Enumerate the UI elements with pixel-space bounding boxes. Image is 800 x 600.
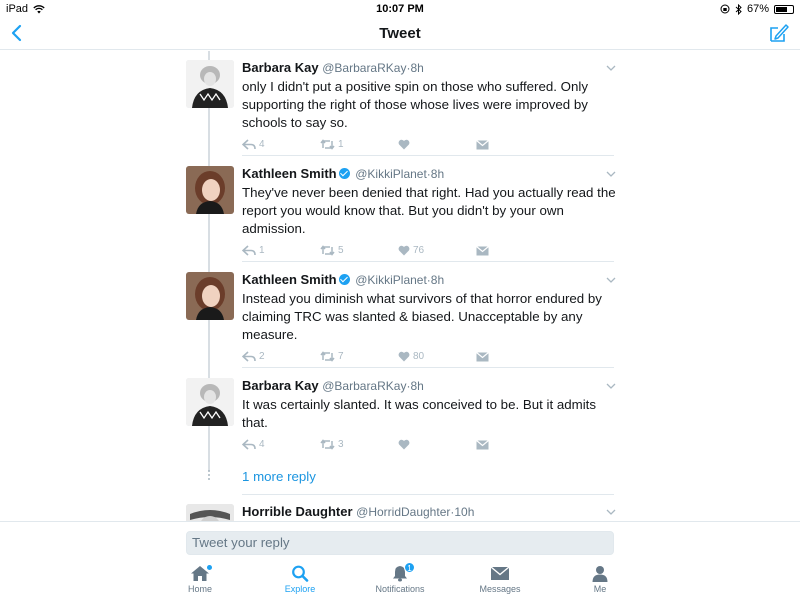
heart-icon — [398, 139, 410, 150]
retweet-icon — [320, 139, 335, 150]
battery-icon — [774, 5, 794, 14]
tweet-time: 10h — [454, 505, 475, 519]
retweet-count: 1 — [338, 139, 344, 150]
reply-bar — [0, 521, 800, 561]
tab-bar — [0, 561, 800, 600]
retweet-button[interactable] — [320, 439, 398, 450]
tab-label: Home — [187, 584, 212, 594]
retweet-count: 7 — [338, 351, 344, 362]
reply-count: 4 — [259, 439, 265, 450]
like-button[interactable] — [398, 351, 476, 362]
author-handle[interactable]: @HorridDaughter — [356, 505, 451, 519]
tab-messages[interactable] — [460, 565, 540, 594]
envelope-icon — [476, 440, 489, 450]
reply-button[interactable] — [242, 245, 320, 256]
retweet-icon — [320, 245, 335, 256]
tab-label: Notifications — [375, 584, 425, 594]
tweet-item[interactable] — [186, 60, 616, 160]
tweet-time: 8h — [430, 273, 445, 287]
clock: 10:07 PM — [376, 3, 424, 15]
tweet-body — [242, 60, 616, 150]
like-button[interactable] — [398, 439, 476, 450]
retweet-button[interactable] — [320, 245, 398, 256]
tab-icon-wrap — [360, 565, 440, 582]
tweet-body — [242, 378, 616, 450]
retweet-icon — [320, 351, 335, 362]
tweet-text: Instead you diminish what survivors of that horror endured by claiming TRC was slanted & biased. Unacceptable by any measure. — [242, 291, 602, 342]
tweet-body — [242, 272, 616, 362]
tweet-thread — [0, 51, 800, 521]
reply-button[interactable] — [242, 351, 320, 362]
tab-icon-wrap — [160, 565, 240, 582]
retweet-button[interactable] — [320, 351, 398, 362]
tweet-header — [242, 166, 616, 182]
direct-message-button[interactable] — [476, 439, 554, 450]
battery-fill — [776, 7, 787, 12]
tweet-text: only I didn't put a positive spin on those who suffered. Only supporting the right of those whose lives were improved by schools to say so. — [242, 79, 589, 130]
tweet-actions — [242, 351, 554, 362]
retweet-icon — [320, 439, 335, 450]
tweet-time: 8h — [410, 61, 424, 75]
more-replies-link[interactable]: 1 more reply — [242, 469, 316, 484]
chevron-down-icon[interactable] — [606, 382, 616, 390]
tweet-item[interactable] — [186, 378, 616, 463]
reply-icon — [242, 245, 256, 256]
avatar[interactable] — [186, 504, 234, 521]
avatar[interactable] — [186, 166, 234, 214]
author-name[interactable]: Horrible Daughter — [242, 504, 353, 519]
retweet-count: 5 — [338, 245, 344, 256]
tab-label: Me — [593, 584, 607, 594]
notification-badge: 1 — [404, 562, 415, 573]
divider — [242, 261, 614, 262]
divider — [242, 367, 614, 368]
verified-badge-icon — [339, 168, 350, 179]
author-name[interactable]: Barbara Kay — [242, 378, 319, 393]
reply-button[interactable] — [242, 439, 320, 450]
dot-separator: · — [426, 273, 431, 287]
tweet-header — [242, 504, 616, 520]
envelope-icon — [476, 352, 489, 362]
retweet-count: 3 — [338, 439, 344, 450]
tweet-text: It was certainly slanted. It was conceived to be. But it admits that. — [242, 397, 597, 430]
bluetooth-icon — [735, 4, 742, 15]
heart-icon — [398, 245, 410, 256]
tweet-text: They've never been denied that right. Had you actually read the report you would know that. But you didn't by your own admission. — [242, 185, 616, 236]
chevron-down-icon[interactable] — [606, 64, 616, 72]
verified-badge-icon — [339, 274, 350, 285]
envelope-icon — [476, 246, 489, 256]
tweet-item[interactable] — [186, 504, 616, 521]
reply-icon — [242, 139, 256, 150]
tab-label: Messages — [479, 584, 521, 594]
reply-icon — [242, 439, 256, 450]
person-icon — [591, 565, 609, 582]
reply-count: 2 — [259, 351, 265, 362]
chevron-down-icon[interactable] — [606, 508, 616, 516]
reply-icon — [242, 351, 256, 362]
tweet-header — [242, 378, 616, 394]
tab-me[interactable] — [560, 565, 640, 594]
dot-separator: · — [406, 61, 411, 75]
author-handle[interactable]: @KikkiPlanet — [355, 167, 427, 181]
new-content-dot — [207, 565, 212, 570]
author-handle[interactable]: @BarbaraRKay — [322, 379, 407, 393]
like-count: 80 — [413, 351, 425, 362]
tweet-actions — [242, 139, 554, 150]
ellipsis-dots-icon — [207, 470, 211, 482]
like-count: 76 — [413, 245, 425, 256]
nav-bar — [0, 18, 800, 50]
avatar[interactable] — [186, 378, 234, 426]
reply-count: 1 — [259, 245, 265, 256]
tweet-time: 8h — [430, 167, 445, 181]
direct-message-button[interactable] — [476, 245, 554, 256]
tab-notifications[interactable] — [360, 565, 440, 594]
battery-percent: 67% — [746, 3, 769, 15]
avatar[interactable] — [186, 60, 234, 108]
heart-icon — [398, 351, 410, 362]
dot-separator: · — [406, 379, 411, 393]
tweet-item[interactable] — [186, 272, 616, 372]
retweet-button[interactable] — [320, 139, 398, 150]
reply-button[interactable] — [242, 139, 320, 150]
avatar[interactable] — [186, 272, 234, 320]
tweet-actions — [242, 245, 554, 256]
direct-message-button[interactable] — [476, 139, 554, 150]
search-icon — [291, 565, 309, 582]
like-button[interactable] — [398, 139, 476, 150]
tweet-body — [242, 166, 616, 256]
author-name[interactable]: Kathleen Smith — [242, 272, 337, 287]
reply-input[interactable]: Tweet your reply — [186, 531, 614, 555]
heart-icon — [398, 439, 410, 450]
status-right — [720, 3, 794, 15]
tweet-header — [242, 272, 616, 288]
author-handle[interactable]: @BarbaraRKay — [322, 61, 407, 75]
direct-message-button[interactable] — [476, 351, 554, 362]
tweet-header — [242, 60, 616, 76]
envelope-icon — [476, 140, 489, 150]
device-label: iPad — [6, 3, 29, 15]
page-title: Tweet — [379, 25, 421, 42]
chevron-down-icon[interactable] — [606, 170, 616, 178]
divider — [242, 494, 614, 495]
dot-separator: · — [450, 505, 455, 519]
chevron-down-icon[interactable] — [606, 276, 616, 284]
tweet-time: 8h — [410, 379, 424, 393]
envelope-icon — [490, 565, 510, 582]
author-handle[interactable]: @KikkiPlanet — [355, 273, 427, 287]
orientation-lock-icon — [720, 4, 730, 14]
author-name[interactable]: Kathleen Smith — [242, 166, 337, 181]
like-button[interactable] — [398, 245, 476, 256]
tab-label: Explore — [284, 584, 316, 594]
tweet-actions — [242, 439, 554, 450]
divider — [242, 155, 614, 156]
reply-count: 4 — [259, 139, 265, 150]
status-bar — [0, 0, 800, 18]
tab-explore[interactable] — [260, 565, 340, 594]
compose-tweet-icon[interactable] — [768, 22, 790, 44]
author-name[interactable]: Barbara Kay — [242, 60, 319, 75]
tweet-body — [242, 504, 616, 520]
dot-separator: · — [426, 167, 431, 181]
tab-home[interactable] — [160, 565, 240, 594]
tweet-item[interactable] — [186, 166, 616, 266]
